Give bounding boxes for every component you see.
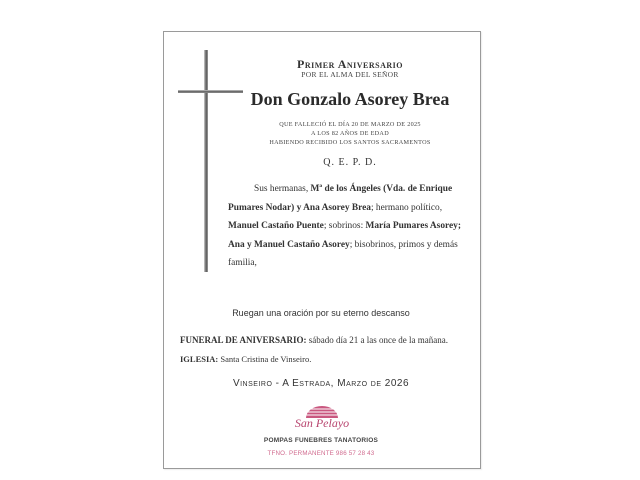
funeral-label: FUNERAL DE ANIVERSARIO: bbox=[180, 335, 307, 345]
subheading: POR EL ALMA DEL SEÑOR bbox=[301, 70, 399, 79]
age-line: A LOS 82 AÑOS DE EDAD bbox=[311, 130, 389, 137]
sacraments-line: HABIENDO RECIBIDO LOS SANTOS SACRAMENTOS bbox=[269, 139, 431, 146]
prayer-request: Ruegan una oración por su eterno descanso bbox=[232, 308, 410, 318]
family-line bbox=[228, 217, 468, 236]
church-text: Santa Cristina de Vinseiro. bbox=[218, 354, 312, 364]
family-line bbox=[228, 254, 468, 273]
cross-icon bbox=[204, 50, 208, 272]
death-date-line: QUE FALLECIÓ EL DÍA 20 DE MARZO DE 2025 bbox=[279, 121, 421, 128]
family-text: ; hermano político, bbox=[370, 202, 443, 213]
family-paragraph bbox=[228, 180, 468, 273]
family-line bbox=[228, 236, 468, 255]
family-text: ; sobrinos: bbox=[323, 221, 366, 231]
family-name-bold: Pumares Nodar) y Ana Asorey Brea bbox=[228, 202, 371, 213]
place-date: Vinseiro - A Estrada, Marzo de 2026 bbox=[232, 378, 410, 389]
church-label: IGLESIA: bbox=[180, 354, 219, 364]
funeral-home-phone: TFNO. PERMANENTE 986 57 28 43 bbox=[267, 450, 375, 457]
church-info bbox=[180, 354, 311, 364]
family-name-bold: María Pumares Asorey; bbox=[365, 221, 461, 231]
funeral-text: sábado día 21 a las once de la mañana. bbox=[306, 335, 448, 345]
funeral-home-brand: San Pelayo bbox=[294, 416, 350, 430]
family-text: ; bisobrinos, primos y demás bbox=[349, 239, 458, 250]
family-name-bold: Mª de los Ángeles (Vda. de Enrique bbox=[310, 184, 453, 194]
family-name-bold: Manuel Castaño Puente bbox=[228, 221, 324, 231]
funeral-home-services: POMPAS FUNEBRES TANATORIOS bbox=[263, 437, 379, 444]
family-text: familia, bbox=[228, 258, 257, 268]
anniversary-heading: Primer Aniversario bbox=[296, 57, 403, 71]
qepd: Q. E. P. D. bbox=[323, 157, 377, 168]
family-text: Sus hermanas, bbox=[254, 184, 311, 194]
deceased-name: Don Gonzalo Asorey Brea bbox=[250, 89, 450, 109]
funeral-info bbox=[180, 335, 448, 345]
family-line bbox=[228, 199, 468, 218]
family-line bbox=[228, 180, 468, 199]
family-name-bold: Ana y Manuel Castaño Asorey bbox=[228, 239, 350, 250]
